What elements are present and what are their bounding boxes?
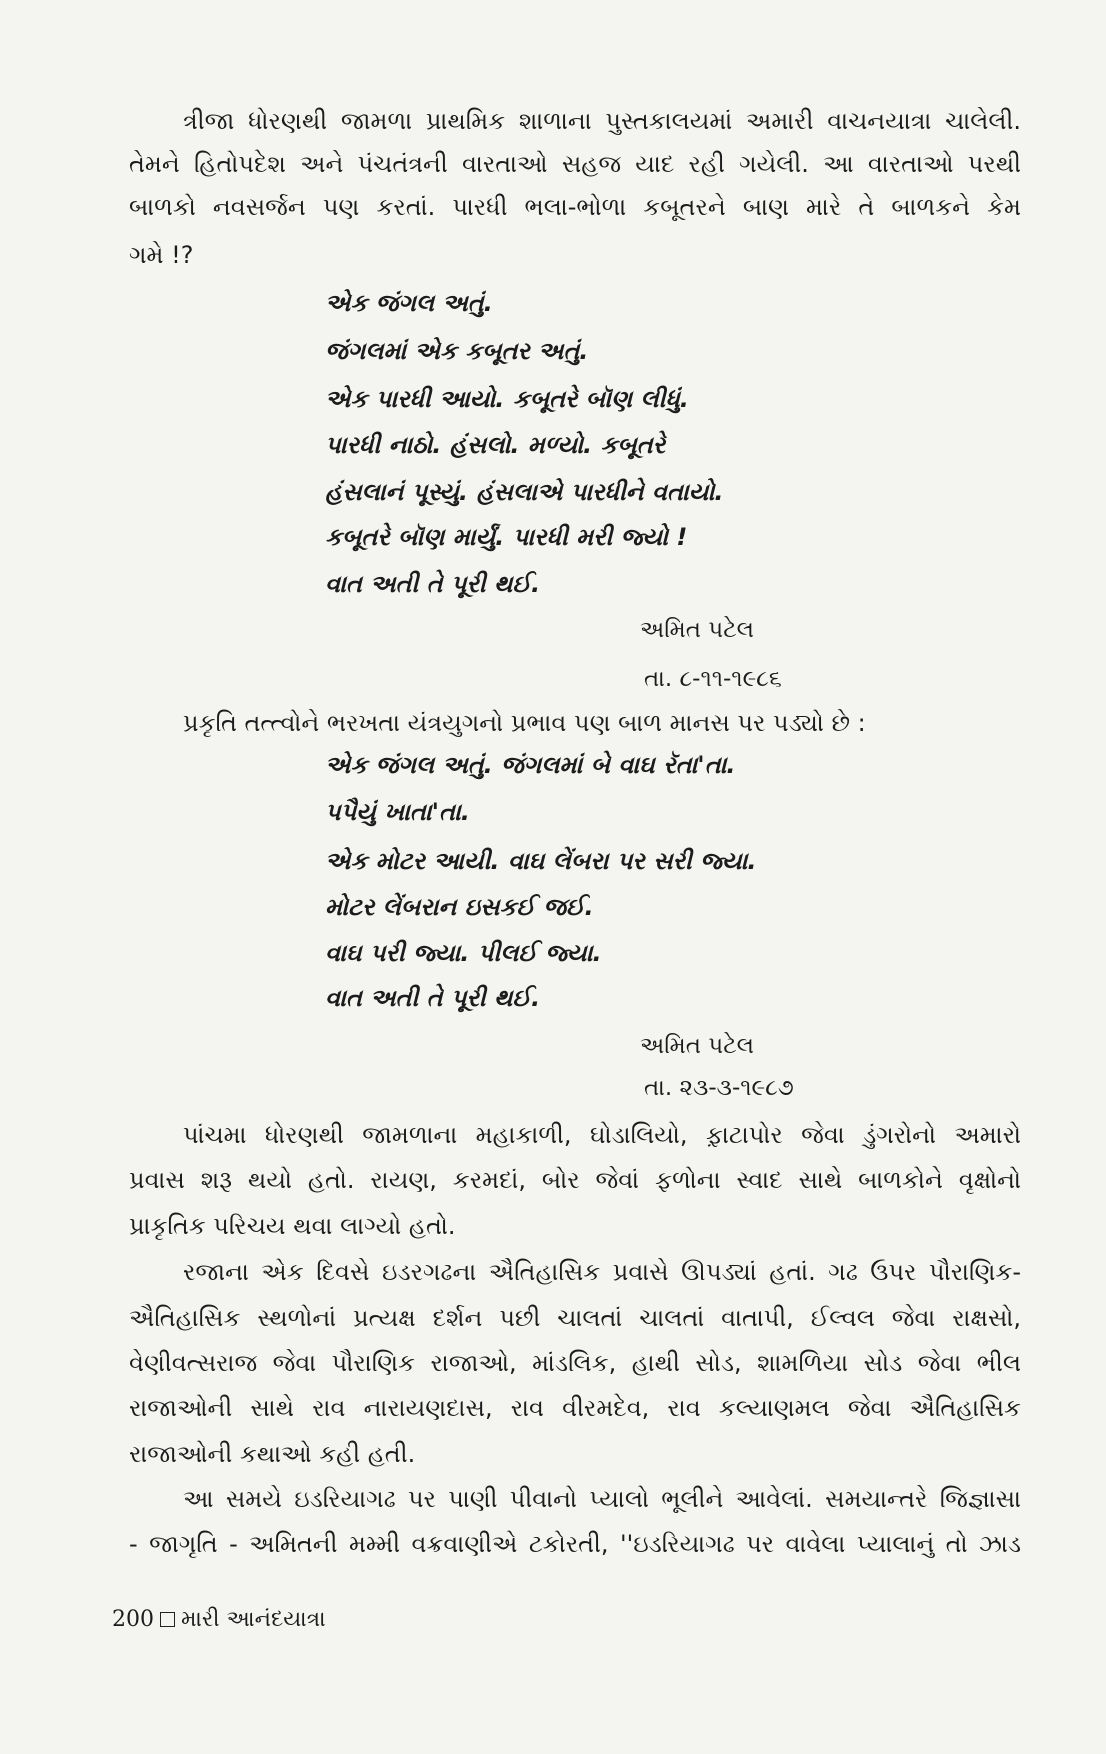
para4-line-2: ઐતિહાસિક સ્થળોનાં પ્રત્યક્ષ દર્શન પછી ચાલતાં ચાલતાં વાતાપી, ઈલ્વલ જેવા રાક્ષસો, [129, 1304, 1021, 1332]
poem2-line-5: વાઘ પરી જ્યા. પીલઈ જ્યા. [325, 939, 602, 967]
intro-line-3: બાળકો નવસર્જન પણ કરતાં. પારધી ભલા-ભોળા કબૂતરને બાણ મારે તે બાળકને કેમ [129, 193, 1021, 221]
poem1-date: તા. ૮-૧૧-૧૯૮૬ [644, 666, 782, 692]
poem2-line-2: પપૈયું ખાતા'તા. [325, 798, 470, 826]
poem1-line-6: કબૂતરે બૉણ માર્યું. પારધી મરી જ્યો ! [325, 523, 688, 551]
poem1-line-1: એક જંગલ અતું. [325, 289, 493, 317]
para2-line-1: પ્રકૃતિ તત્ત્વોને ભરખતા યંત્રયુગનો પ્રભાવ પણ બાળ માનસ પર પડ્યો છે : [183, 709, 866, 737]
poem1-line-5: હંસલાનં પૂસ્યું. હંસલાએ પારધીને વતાયો. [325, 478, 724, 506]
poem2-author: અમિત પટેલ [640, 1033, 754, 1059]
poem1-line-4: પારધી નાઠો. હંસલો. મળ્યો. કબૂતરે [325, 431, 665, 459]
intro-line-1: ત્રીજા ધોરણથી જામળા પ્રાથમિક શાળાના પુસ્તકાલયમાં અમારી વાચનયાત્રા ચાલેલી. [183, 107, 1021, 135]
para3-line-1: પાંચમા ધોરણથી જામળાના મહાકાળી, ઘોડાલિયો, ફ઼ાટાપોર જેવા ડુંગરોનો અમારો [183, 1121, 1021, 1149]
para3-line-3: પ્રાકૃતિક પરિચય થવા લાગ્યો હતો. [129, 1212, 456, 1240]
poem2-date: તા. ૨૩-૩-૧૯૮૭ [644, 1075, 794, 1101]
page-footer [112, 1605, 326, 1635]
para5-line-1: આ સમયે ઇડરિયાગઢ પર પાણી પીવાનો પ્યાલો ભૂલીને આવેલાં. સમયાન્તરે જિજ્ઞાસા [183, 1485, 1021, 1513]
para3-line-2: પ્રવાસ શરૂ થયો હતો. રાયણ, કરમદાં, બોર જેવાં ફળોના સ્વાદ સાથે બાળકોને વૃક્ષોનો [129, 1166, 1021, 1194]
square-separator-icon [160, 1612, 175, 1627]
para5-line-2: - જાગૃતિ - અમિતની મમ્મી વક્રવાણીએ ટકોરતી, ''ઇડરિયાગઢ પર વાવેલા પ્યાલાનું તો ઝાડ [129, 1530, 1021, 1558]
poem2-line-3: એક મોટર આયી. વાઘ લેંબરા પર સરી જ્યા. [325, 847, 757, 875]
poem1-author: અમિત પટેલ [640, 617, 754, 643]
poem1-line-7: વાત અતી તે પૂરી થઈ. [325, 570, 541, 598]
para4-line-3: વેણીવત્સરાજ જેવા પૌરાણિક રાજાઓ, માંડલિક, હાથી સોડ, શામળિયા સોડ જેવા ભીલ [129, 1349, 1021, 1377]
poem2-line-1: એક જંગલ અતું. જંગલમાં બે વાઘ રૅતા'તા. [325, 751, 736, 779]
para4-line-1: રજાના એક દિવસે ઇડરગઢના ઐતિહાસિક પ્રવાસે ઊપડ્યાં હતાં. ગઢ ઉપર પૌરાણિક- [183, 1258, 1021, 1286]
bleed-through-text [560, 270, 567, 295]
poem2-line-4: મોટર લેંબરાન ઇસકઈ જઈ. [325, 893, 594, 921]
poem2-line-6: વાત અતી તે પૂરી થઈ. [325, 984, 541, 1012]
book-title: મારી આનંદયાત્રા [181, 1607, 326, 1632]
para4-line-4: રાજાઓની સાથે રાવ નારાયણદાસ, રાવ વીરમદેવ, રાવ કલ્યાણમલ જેવા ઐતિહાસિક [129, 1394, 1021, 1422]
intro-line-2: તેમને હિતોપદેશ અને પંચતંત્રની વારતાઓ સહજ યાદ રહી ગયેલી. આ વારતાઓ પરથી [129, 150, 1021, 178]
poem1-line-2: જંગલમાં એક કબૂતર અતું. [325, 337, 589, 365]
page-number: 200 [112, 1607, 154, 1632]
poem1-line-3: એક પારધી આયો. કબૂતરે બૉણ લીધું. [325, 385, 689, 413]
para4-line-5: રાજાઓની કથાઓ કહી હતી. [129, 1440, 416, 1468]
intro-line-4: ગમે !? [129, 241, 194, 269]
